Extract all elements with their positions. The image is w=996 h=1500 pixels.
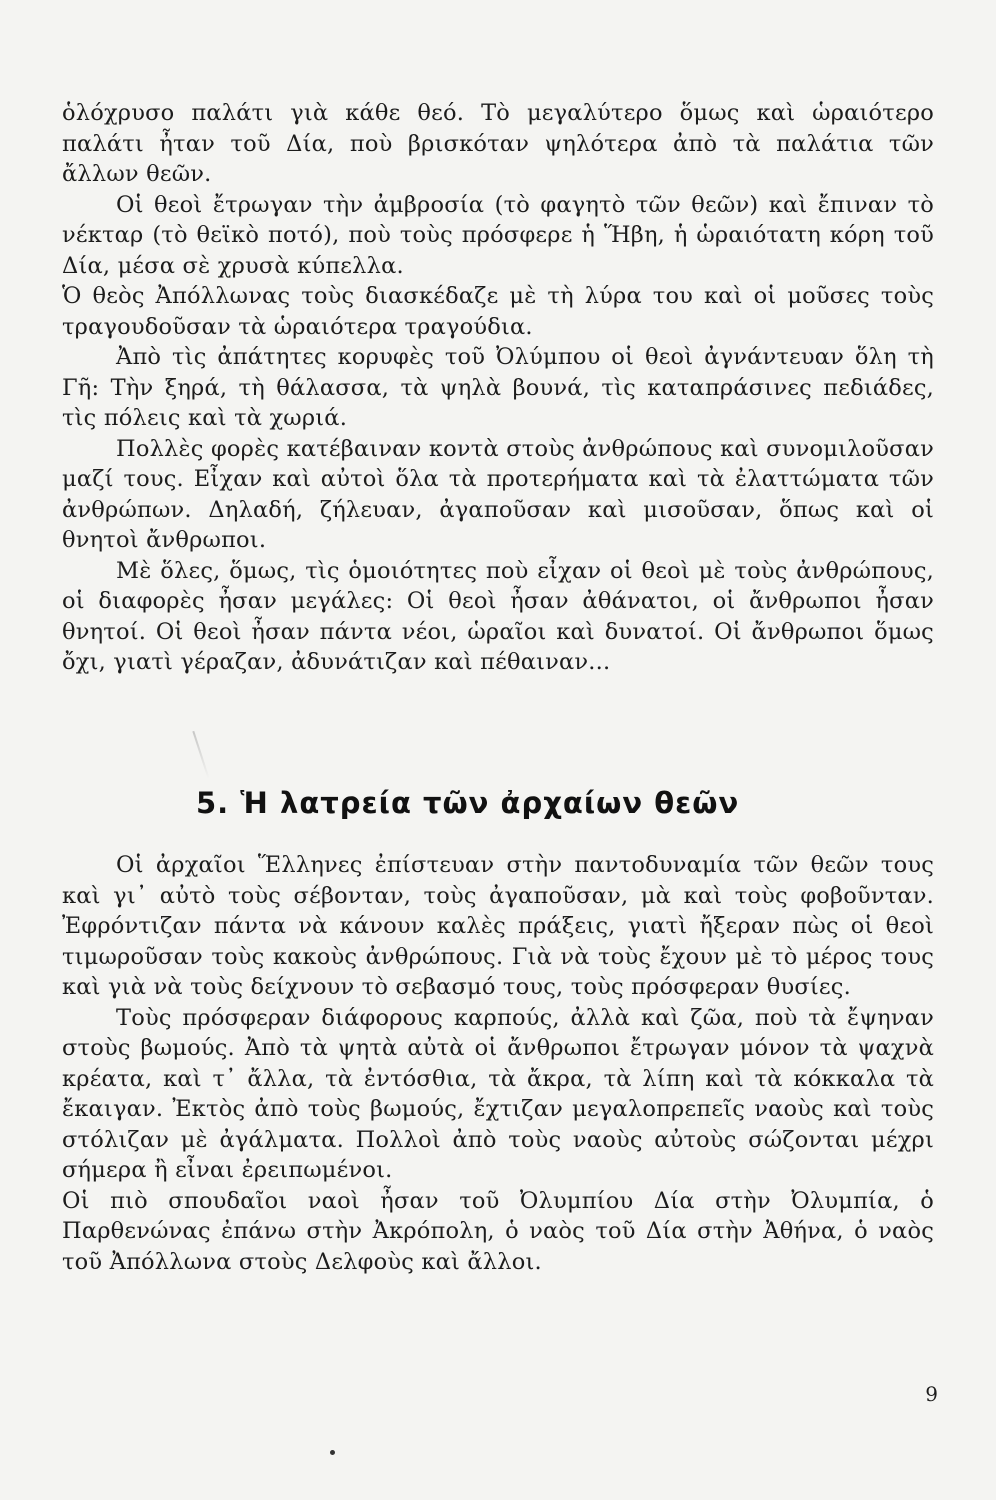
paragraph: Οἱ θεοὶ ἔτρωγαν τὴν ἀμβροσία (τὸ φαγητὸ τῶν θεῶν) καὶ ἔπιναν τὸ νέκταρ (τὸ θεϊκὸ ποτό), ποὺ τοὺς πρόσφερε ἡ Ἥβη, ἡ ὡραιότατη κόρη τοῦ Δία, μέσα σὲ χρυσὰ κύπελλα. [62,191,934,279]
paragraph: ὁλόχρυσο παλάτι γιὰ κάθε θεό. Τὸ μεγαλύτερο ὅμως καὶ ὡραιότερο παλάτι ἦταν τοῦ Δία, ποὺ βρισκόταν ψηλότερα ἀπὸ τὰ παλάτια τῶν ἄλλων θεῶν. [62,100,934,187]
page-number: 9 [925,1382,938,1406]
paragraph: Πολλὲς φορὲς κατέβαιναν κοντὰ στοὺς ἀνθρώπους καὶ συνομιλοῦσαν μαζί τους. Εἶχαν καὶ αὐτοὶ ὅλα τὰ προτερήματα καὶ τὰ ἐλαττώματα τῶν ἀνθρώπων. Δηλαδή, ζήλευαν, ἀγαποῦσαν καὶ μισοῦσαν, ὅπως καὶ οἱ θνητοὶ ἄνθρωποι. [62,435,934,553]
paragraph: Ἀπὸ τὶς ἀπάτητες κορυφὲς τοῦ Ὀλύμπου οἱ θεοὶ ἀγνάντευαν ὅλη τὴ Γῆ: Τὴν ξηρά, τὴ θάλασσα, τὰ ψηλὰ βουνά, τὶς καταπράσινες πεδιάδες, τὶς πόλεις καὶ τὰ χωριά. [62,344,934,431]
ink-dot [330,1450,335,1455]
bottom-text-block [62,850,934,1277]
paragraph: Μὲ ὅλες, ὅμως, τὶς ὁμοιότητες ποὺ εἶχαν οἱ θεοὶ μὲ τοὺς ἀνθρώπους, οἱ διαφορὲς ἦσαν μεγάλες: Οἱ θεοὶ ἦσαν ἀθάνατοι, οἱ ἄνθρωποι ἦσαν θνητοί. Οἱ θεοὶ ἦσαν πάντα νέοι, ὡραῖοι καὶ δυνατοί. Οἱ ἄνθρωποι ὅμως ὄχι, γιατὶ γέραζαν, ἀδυνάτιζαν καὶ πέθαιναν... [62,557,934,675]
stray-pencil-mark [192,731,209,779]
section-heading: 5. Ἡ λατρεία τῶν ἀρχαίων θεῶν [196,786,740,820]
paragraph: Τοὺς πρόσφεραν διάφορους καρπούς, ἀλλὰ καὶ ζῶα, ποὺ τὰ ἔψηναν στοὺς βωμούς. Ἀπὸ τὰ ψητὰ αὐτὰ οἱ ἄνθρωποι ἔτρωγαν μόνον τὰ ψαχνὰ κρέατα, καὶ τ᾽ ἄλλα, τὰ ἐντόσθια, τὰ ἄκρα, τὰ λίπη καὶ τὰ κόκκαλα τὰ ἔκαιγαν. Ἐκτὸς ἀπὸ τοὺς βωμούς, ἔχτιζαν μεγαλοπρεπεῖς ναοὺς καὶ τοὺς στόλιζαν μὲ ἀγάλματα. Πολλοὶ ἀπὸ τοὺς ναοὺς αὐτοὺς σώζονται μέχρι σήμερα ἢ εἶναι ἐρειπωμένοι. [62,1004,934,1183]
paragraph: Ὁ θεὸς Ἀπόλλωνας τοὺς διασκέδαζε μὲ τὴ λύρα του καὶ οἱ μοῦσες τοὺς τραγουδοῦσαν τὰ ὡραιότερα τραγούδια. [62,283,934,340]
top-text-block [62,98,934,678]
paragraph: Οἱ ἀρχαῖοι Ἕλληνες ἐπίστευαν στὴν παντοδυναμία τῶν θεῶν τους καὶ γι᾽ αὐτὸ τοὺς σέβονταν, τοὺς ἀγαποῦσαν, μὰ καὶ τοὺς φοβοῦνταν. Ἐφρόντιζαν πάντα νὰ κάνουν καλὲς πράξεις, γιατὶ ἤξεραν πὼς οἱ θεοὶ τιμωροῦσαν τοὺς κακοὺς ἀνθρώπους. Γιὰ νὰ τοὺς ἔχουν μὲ τὸ μέρος τους καὶ γιὰ νὰ τοὺς δείχνουν τὸ σεβασμό τους, τοὺς πρόσφεραν θυσίες. [62,852,934,1000]
paragraph: Οἱ πιὸ σπουδαῖοι ναοὶ ἦσαν τοῦ Ὀλυμπίου Δία στὴν Ὀλυμπία, ὁ Παρθενώνας ἐπάνω στὴν Ἀκρόπολη, ὁ ναὸς τοῦ Δία στὴν Ἀθήνα, ὁ ναὸς τοῦ Ἀπόλλωνα στοὺς Δελφοὺς καὶ ἄλλοι. [62,1187,934,1275]
